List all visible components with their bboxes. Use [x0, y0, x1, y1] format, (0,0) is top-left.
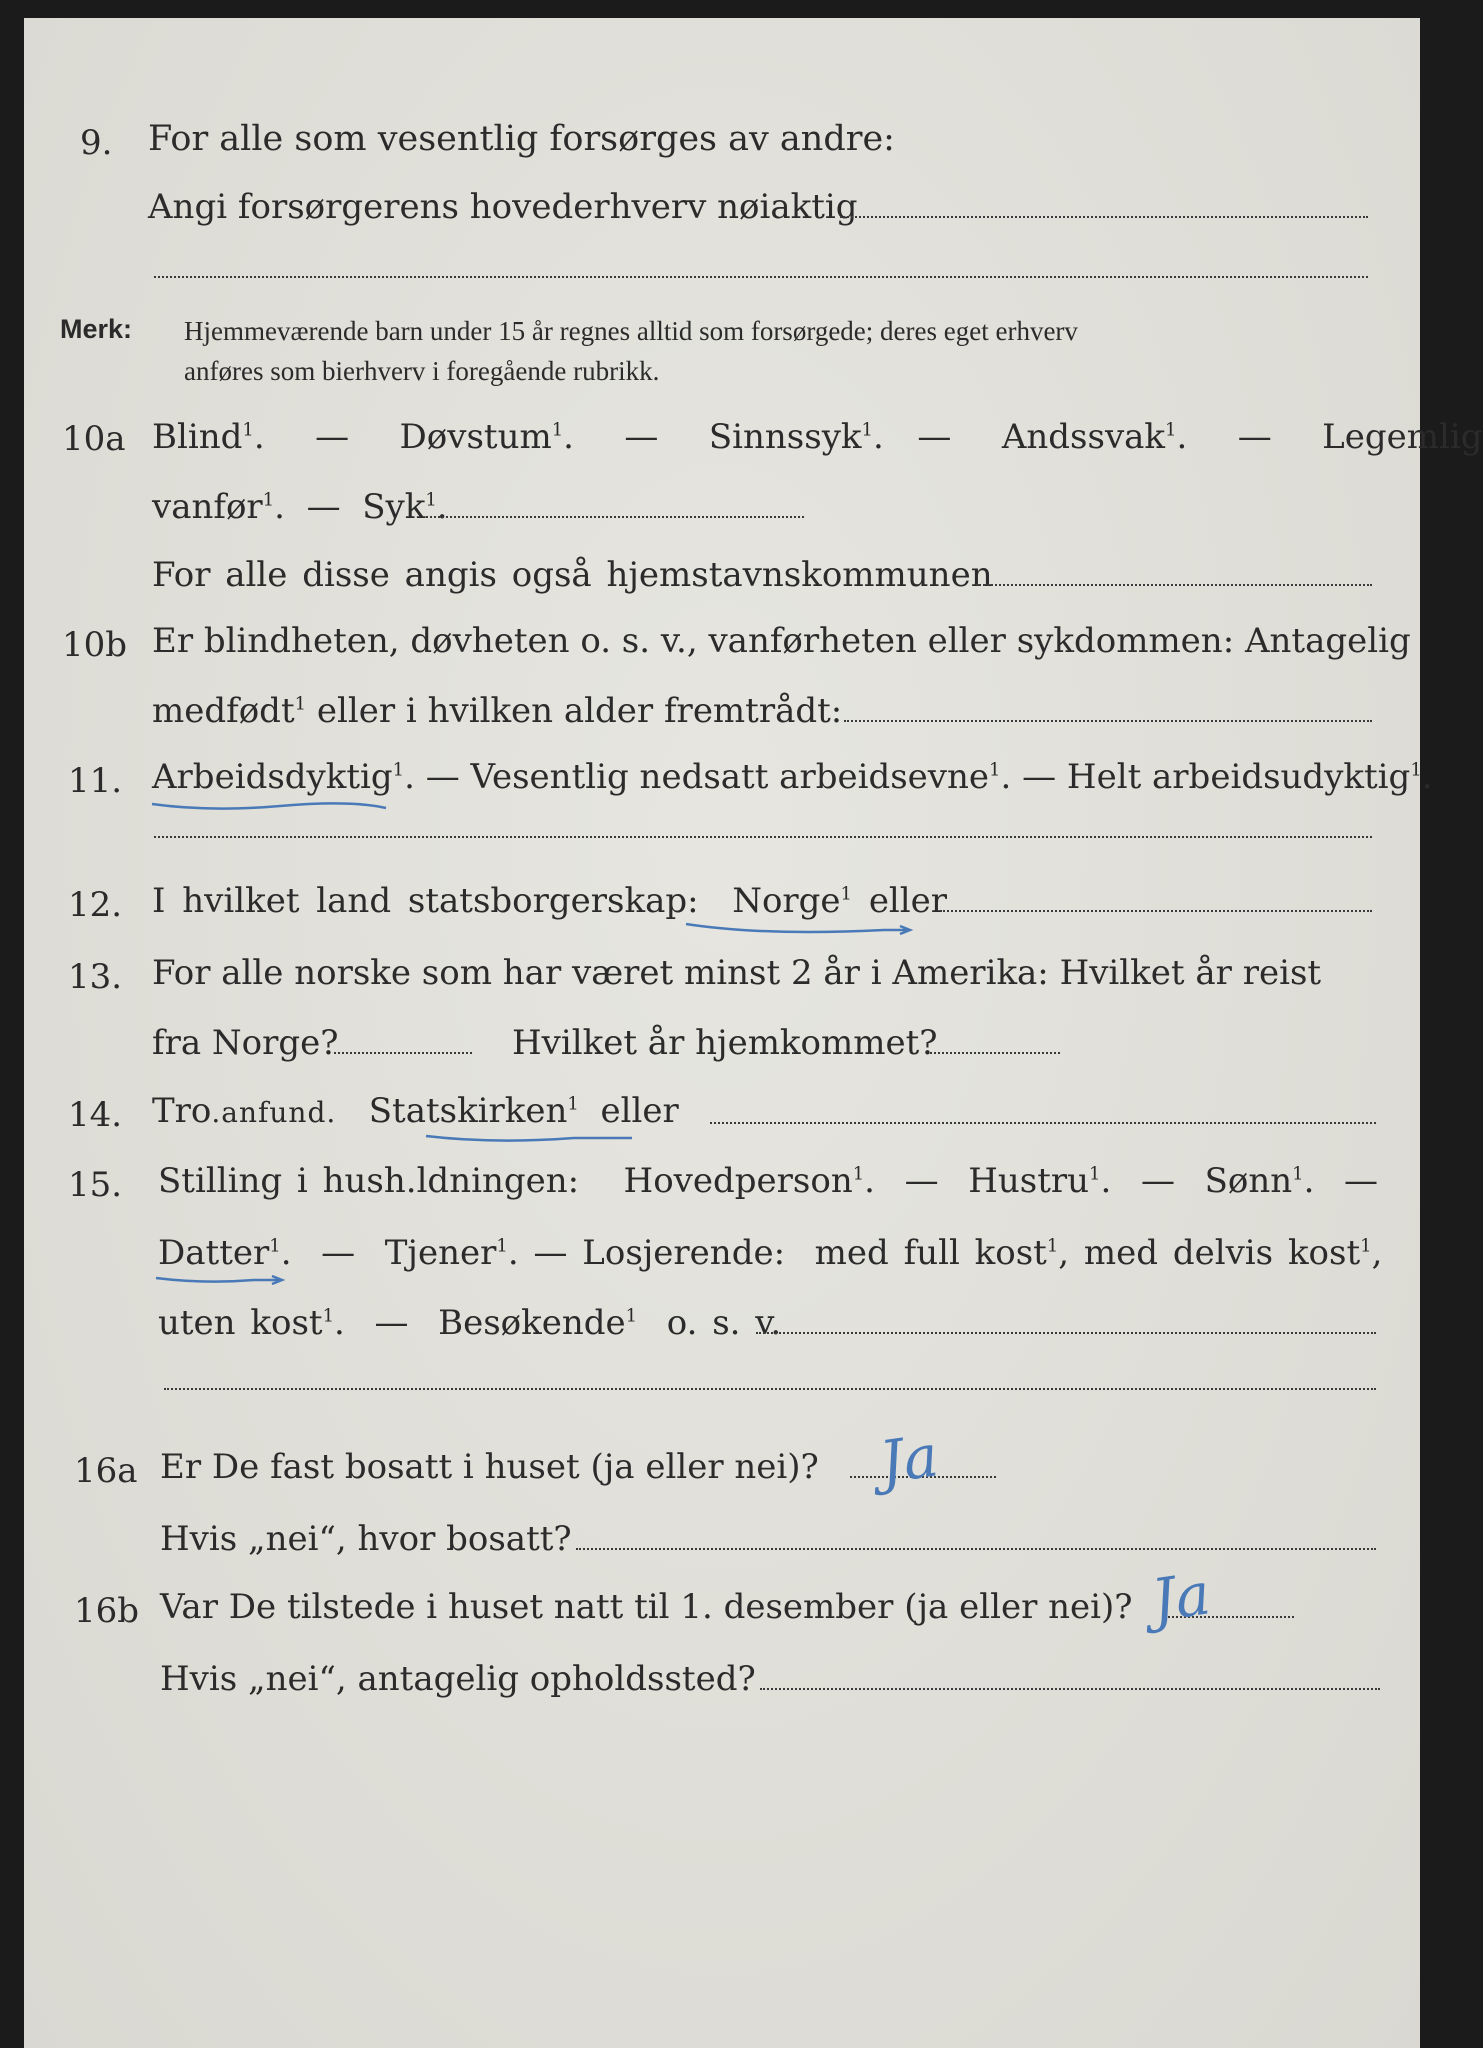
q13-line2b: Hvilket år hjemkommet? — [512, 1023, 938, 1063]
q15-fullkost[interactable]: med full kost — [814, 1233, 1047, 1273]
q11-line1: Arbeidsdyktig$^1$. — Vesentlig nedsatt arbeidsevne$^1$. — Helt arbeidsudyktig$^1$. — [152, 757, 1433, 797]
q16a-handwritten-answer: Ja — [875, 1421, 943, 1497]
q16b-line1: Var De tilstede i huset natt til 1. desember (ja eller nei)? — [160, 1587, 1133, 1627]
q10a-vanfor: vanfør — [152, 487, 263, 527]
q10a-number: 10a — [62, 419, 126, 459]
q15-besokende[interactable]: Besøkende — [438, 1303, 626, 1343]
q15-number: 15. — [68, 1165, 123, 1205]
q12-norge[interactable]: Norge — [732, 881, 841, 921]
q10a-hjemstavn-line[interactable] — [976, 584, 1372, 586]
q10b-medfodt: medfødt — [152, 691, 295, 731]
q9-answer-line[interactable] — [840, 216, 1368, 218]
q10a-dovstum: Døvstum — [399, 417, 552, 457]
q14-number: 14. — [68, 1095, 123, 1135]
q13-hjemkommet-line[interactable] — [930, 1052, 1060, 1054]
q16a-number: 16a — [74, 1451, 138, 1491]
merk-label: Merk: — [60, 314, 133, 344]
q11-number: 11. — [68, 761, 123, 801]
q16b-number: 16b — [74, 1591, 140, 1631]
q12-answer-line[interactable] — [940, 910, 1372, 912]
q16b-handwritten-answer: Ja — [1147, 1559, 1215, 1635]
q13-line1: For alle norske som har været minst 2 år i Amerika: Hvilket år reist — [152, 953, 1322, 993]
q14-handwritten-underline — [424, 1128, 644, 1148]
q9-line1: For alle som vesentlig forsørges av andre: — [148, 119, 895, 159]
q10a-line3: For alle disse angis også hjemstavnskommunen — [152, 555, 993, 595]
q16b-line2: Hvis „nei“, antagelig opholdssted? — [160, 1659, 756, 1699]
q10a-sinnssyk: Sinnssyk — [708, 417, 862, 457]
q14-line: Tro.anfund. Statskirken$^1$ eller — [152, 1091, 679, 1131]
q15-answer-line-2[interactable] — [164, 1388, 1376, 1390]
q10a-blind: Blind — [152, 417, 243, 457]
q14-answer-line[interactable] — [710, 1122, 1376, 1124]
q15-answer-line[interactable] — [756, 1332, 1376, 1334]
q10b-line2: medfødt$^1$ eller i hvilken alder fremtrådt: — [152, 691, 843, 731]
q15-hovedperson[interactable]: Hovedperson — [623, 1161, 853, 1201]
q16b-opholdssted-line[interactable] — [760, 1688, 1380, 1690]
merk-line2: anføres som bierhverv i foregående rubrikk. — [184, 356, 660, 386]
q10a-line1: Blind$^1$. — Døvstum$^1$. — Sinnssyk$^1$. — Andssvak$^1$. — Legemlig — [152, 417, 1483, 457]
q13-line2a: fra Norge? — [152, 1023, 339, 1063]
q10a-syk: Syk — [362, 487, 426, 527]
q13-number: 13. — [68, 957, 123, 997]
q9-answer-line-2[interactable] — [154, 276, 1368, 278]
q13-reist-line[interactable] — [334, 1052, 472, 1054]
q15-tjener[interactable]: Tjener — [384, 1233, 497, 1273]
q15-delviskost[interactable]: med delvis kost — [1083, 1233, 1361, 1273]
q10a-legemlig: Legemlig — [1322, 417, 1483, 457]
q10b-answer-line[interactable] — [844, 720, 1372, 722]
q15-line1: Stilling i hush.ldningen: Hovedperson$^1$. — Hustru$^1$. — Sønn$^1$. — — [158, 1161, 1379, 1201]
q10b-number: 10b — [62, 625, 128, 665]
q11-nedsatt[interactable]: Vesentlig nedsatt arbeidsevne — [470, 757, 990, 797]
q11-answer-line[interactable] — [154, 836, 1372, 838]
q10a-andssvak: Andssvak — [1001, 417, 1166, 457]
q16a-line1: Er De fast bosatt i huset (ja eller nei)? — [160, 1447, 819, 1487]
q10b-line1: Er blindheten, døvheten o. s. v., vanførheten eller sykdommen: Antagelig — [152, 621, 1411, 661]
q15-handwritten-underline — [154, 1268, 294, 1290]
q15-hustru[interactable]: Hustru — [968, 1161, 1090, 1201]
q11-arbeidsdyktig[interactable]: Arbeidsdyktig — [152, 757, 393, 797]
census-form-page — [24, 18, 1483, 2048]
q10a-answer-line[interactable] — [426, 516, 804, 518]
q11-udyktig[interactable]: Helt arbeidsudyktig — [1066, 757, 1411, 797]
q11-handwritten-underline — [150, 796, 390, 816]
q12-line: I hvilket land statsborgerskap: Norge$^1$ eller — [152, 881, 948, 921]
merk-line1: Hjemmeværende barn under 15 år regnes alltid som forsørgede; deres eget erhverv — [184, 316, 1078, 346]
q10a-line2: vanfør$^1$. — Syk$^1$. — [152, 487, 448, 527]
q9-line2: Angi forsørgerens hovederhverv nøiaktig — [148, 187, 858, 227]
q9-number: 9. — [80, 123, 113, 163]
q15-datter[interactable]: Datter — [158, 1233, 270, 1273]
q15-utenkost[interactable]: uten kost — [158, 1303, 323, 1343]
q15-sonn[interactable]: Sønn — [1204, 1161, 1293, 1201]
q16a-line2: Hvis „nei“, hvor bosatt? — [160, 1519, 572, 1559]
q12-handwritten-underline — [684, 918, 924, 942]
q14-statskirken[interactable]: Statskirken — [368, 1091, 568, 1131]
q15-line3: uten kost$^1$. — Besøkende$^1$ o. s. v. — [158, 1303, 782, 1343]
q12-number: 12. — [68, 885, 123, 925]
q15-line2: Datter$^1$. — Tjener$^1$. — Losjerende: med full kost$^1$, med delvis kost$^1$, — [158, 1233, 1383, 1273]
q16a-bosatt-line[interactable] — [576, 1548, 1376, 1550]
